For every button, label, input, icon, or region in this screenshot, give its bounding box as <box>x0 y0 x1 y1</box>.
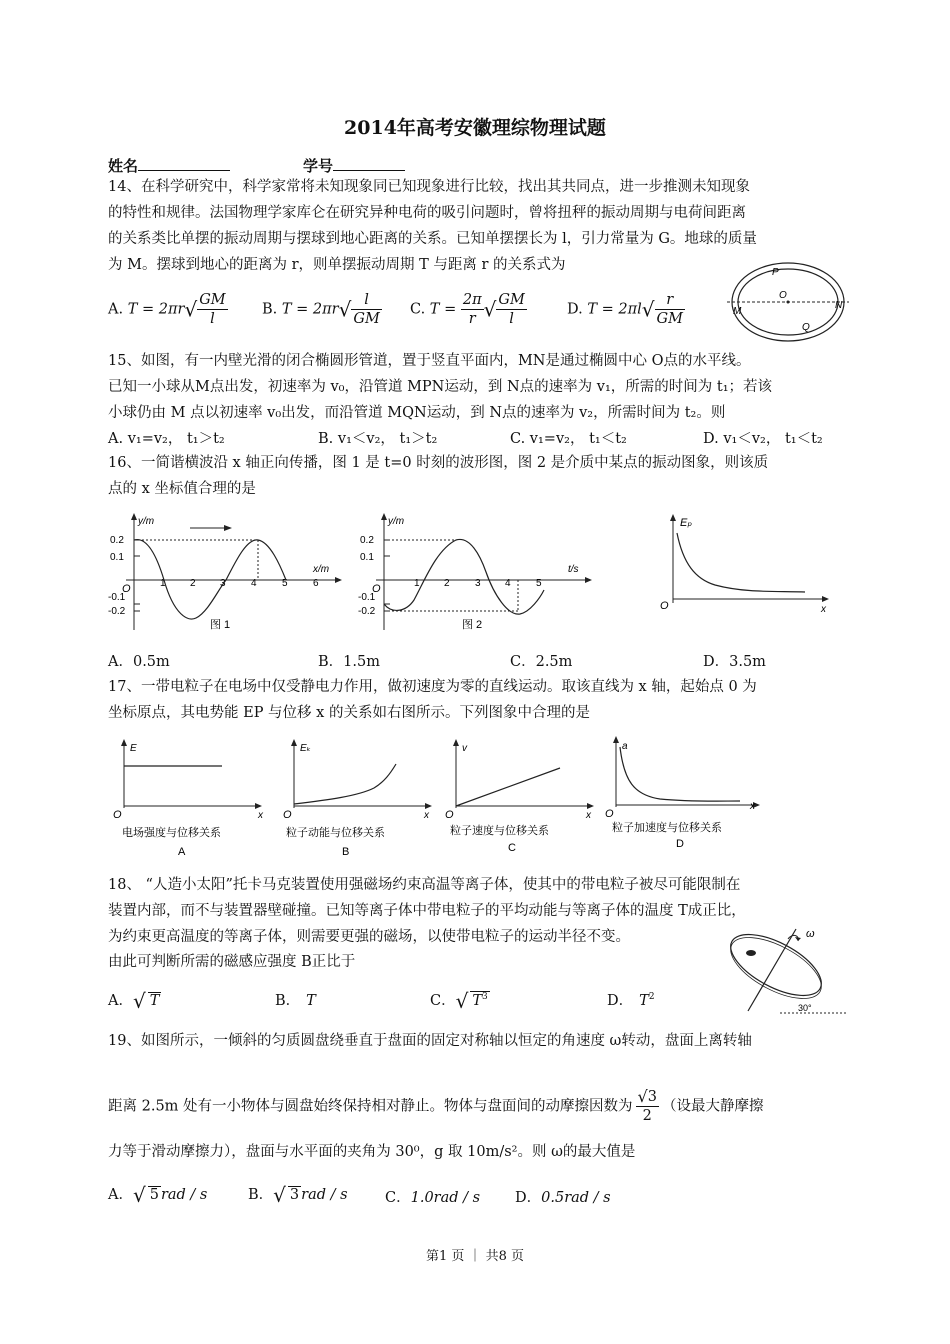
ellipse-label-o: O <box>779 290 787 301</box>
name-label: 姓名 <box>108 157 139 175</box>
id-field <box>303 155 405 176</box>
svg-text:30°: 30° <box>798 1003 812 1013</box>
q19-line: 距离 2.5m 处有一小物体与圆盘始终保持相对静止。物体与盘面间的动摩擦因数为 $\frac{√3}{2}$ （设最大静摩擦 <box>108 1087 764 1124</box>
svg-text:3: 3 <box>475 578 481 589</box>
q14-option-b: B. T = 2πr√ $\frac{l}{GM}$ <box>262 292 380 327</box>
svg-text:-0.1: -0.1 <box>108 592 126 603</box>
svg-text:D: D <box>676 838 684 850</box>
svg-text:ω: ω <box>806 928 815 940</box>
q18-line: 装置内部，而不与装置器壁碰撞。已知等离子体中带电粒子的平均动能与等离子体的温度 T成正比， <box>108 903 746 919</box>
svg-text:y/m: y/m <box>388 516 405 527</box>
svg-text:O: O <box>605 808 614 820</box>
svg-text:C: C <box>508 842 516 854</box>
q16-option-b: B．1.5m <box>318 654 380 670</box>
svg-text:a: a <box>622 741 628 752</box>
q15-option-b: B. v₁＜v₂， t₁＞t₂ <box>318 431 438 447</box>
svg-text:5: 5 <box>282 578 288 589</box>
svg-text:x/m: x/m <box>313 564 330 575</box>
q17-line: 17、一带电粒子在电场中仅受静电力作用，做初速度为零的直线运动。取该直线为 x 轴，起始点 0 为 <box>108 679 757 695</box>
svg-text:t/s: t/s <box>568 564 579 575</box>
figure-1-caption: 图 1 <box>210 619 231 631</box>
page-footer: 第1 页 ｜ 共8 页 <box>425 1249 525 1264</box>
q18-option-b: B． T <box>275 993 316 1009</box>
q18-line: 由此可判断所需的磁感应强度 B正比于 <box>108 954 356 970</box>
svg-text:粒子加速度与位移关系: 粒子加速度与位移关系 <box>612 822 722 834</box>
svg-text:3: 3 <box>220 578 226 589</box>
svg-text:A: A <box>178 846 186 858</box>
svg-text:x: x <box>586 810 591 821</box>
name-field <box>108 155 230 176</box>
q15-line: 小球仍由 M 点以初速率 v₀出发，而沿管道 MQN运动，到 N点的速率为 v₂，所需时间为 t₂。则 <box>108 405 726 421</box>
q16-option-c: C．2.5m <box>510 654 573 670</box>
q14-line: 为 M。摆球到地心的距离为 r，则单摆振动周期 T 与距离 r 的关系式为 <box>108 257 566 273</box>
graph-d <box>600 735 765 857</box>
svg-text:2: 2 <box>190 578 196 589</box>
tilted-disk-figure <box>718 925 850 1017</box>
wave-figure-1 <box>108 510 343 635</box>
q19-option-a: A．√ 5 rad / s <box>108 1183 208 1207</box>
svg-text:x: x <box>424 810 429 821</box>
svg-text:2: 2 <box>444 578 450 589</box>
q16-line: 点的 x 坐标值合理的是 <box>108 481 256 497</box>
svg-text:5: 5 <box>536 578 542 589</box>
q14-line: 的关系类比单摆的振动周期与摆球到地心距离的关系。已知单摆摆长为 l，引力常量为 G。地球的质量 <box>108 231 757 247</box>
q16-option-d: D．3.5m <box>703 654 766 670</box>
svg-text:-0.2: -0.2 <box>108 606 126 617</box>
q19-line: 19、如图所示，一倾斜的匀质圆盘绕垂直于盘面的固定对称轴以恒定的角速度 ω转动，盘面上离转轴 <box>108 1033 752 1049</box>
q19-option-c: C．1.0rad / s <box>385 1190 481 1206</box>
ellipse-label-m: M <box>733 306 742 317</box>
svg-text:O: O <box>445 809 454 821</box>
svg-text:1: 1 <box>414 578 420 589</box>
svg-text:y/m: y/m <box>138 516 155 527</box>
svg-text:x: x <box>821 604 826 613</box>
wave-figure-2 <box>358 510 593 635</box>
svg-text:x: x <box>258 810 263 821</box>
svg-text:0.2: 0.2 <box>110 535 124 546</box>
svg-text:B: B <box>342 846 350 858</box>
svg-text:O: O <box>372 583 381 595</box>
svg-text:Eₚ: Eₚ <box>680 517 693 529</box>
graph-c <box>440 738 600 860</box>
svg-text:x: x <box>750 801 755 812</box>
svg-text:O: O <box>283 809 292 821</box>
svg-text:4: 4 <box>505 578 511 589</box>
q15-option-a: A. v₁=v₂， t₁＞t₂ <box>108 431 225 447</box>
svg-text:粒子速度与位移关系: 粒子速度与位移关系 <box>450 825 549 837</box>
ep-x-graph <box>655 513 835 613</box>
svg-text:0.1: 0.1 <box>360 552 374 563</box>
q16-option-a: A．0.5m <box>108 654 170 670</box>
q19-option-d: D．0.5rad / s <box>515 1190 611 1206</box>
q18-line: 为约束更高温度的等离子体，则需要更强的磁场，以使带电粒子的运动半径不变。 <box>108 929 630 945</box>
svg-text:-0.2: -0.2 <box>358 606 376 617</box>
q18-option-a: A．√ T <box>108 989 160 1013</box>
svg-text:O: O <box>660 600 669 612</box>
svg-text:-0.1: -0.1 <box>358 592 376 603</box>
svg-text:Eₖ: Eₖ <box>300 743 311 754</box>
q19-option-b: B．√ 3 rad / s <box>248 1183 348 1207</box>
q16-line: 16、一简谐横波沿 x 轴正向传播，图 1 是 t=0 时刻的波形图，图 2 是介质中某点的振动图象，则该质 <box>108 455 769 471</box>
svg-text:0.1: 0.1 <box>110 552 124 563</box>
q15-option-d: D. v₁＜v₂， t₁＜t₂ <box>703 431 823 447</box>
svg-text:电场强度与位移关系: 电场强度与位移关系 <box>122 827 221 839</box>
id-label: 学号 <box>303 157 334 175</box>
ellipse-label-p: P <box>772 267 779 278</box>
svg-text:粒子动能与位移关系: 粒子动能与位移关系 <box>286 827 385 839</box>
elliptical-tube-figure <box>727 258 849 346</box>
q14-option-d: D. T = 2πl√ $\frac{r}{GM}$ <box>567 292 683 327</box>
q15-line: 15、如图，有一内壁光滑的闭合椭圆形管道，置于竖直平面内，MN是通过椭圆中心 O点的水平线。 <box>108 353 751 369</box>
q14-option-c: C. T = $\frac{2\pi}{r}$ √ $\frac{GM}{l}$ <box>410 292 525 327</box>
svg-text:v: v <box>462 743 467 754</box>
q18-option-c: C．√ $T^3$ <box>430 989 488 1013</box>
q14-line: 的特性和规律。法国物理学家库仑在研究异种电荷的吸引问题时，曾将扭秤的振动周期与电荷间距离 <box>108 205 746 221</box>
ellipse-label-n: N <box>835 300 843 311</box>
q17-line: 坐标原点，其电势能 EP 与位移 x 的关系如右图所示。下列图象中合理的是 <box>108 705 590 721</box>
q14-option-a: A. T = 2πr√ $\frac{GM}{l}$ <box>108 292 226 327</box>
q18-line: 18、 “人造小太阳”托卡马克装置使用强磁场约束高温等离子体，使其中的带电粒子被尽可能限制在 <box>108 877 741 893</box>
q15-option-c: C. v₁=v₂， t₁＜t₂ <box>510 431 627 447</box>
svg-text:6: 6 <box>313 578 319 589</box>
svg-text:1: 1 <box>160 578 166 589</box>
svg-text:4: 4 <box>251 578 257 589</box>
graph-a <box>108 738 268 860</box>
q15-line: 已知一小球从M点出发，初速率为 v₀，沿管道 MPN运动，到 N点的速率为 v₁，所需的时间为 t₁；若该 <box>108 379 773 395</box>
graph-b <box>278 738 438 860</box>
figure-2-caption: 图 2 <box>462 619 483 631</box>
svg-text:E: E <box>130 743 137 754</box>
svg-text:O: O <box>113 809 122 821</box>
ellipse-label-q: Q <box>802 322 810 333</box>
svg-text:0.2: 0.2 <box>360 535 374 546</box>
q14-line: 14、在科学研究中，科学家常将未知现象同已知现象进行比较，找出其共同点，进一步推测未知现象 <box>108 179 750 195</box>
page-title: 2014年高考安徽理综物理试题 <box>344 117 606 139</box>
q19-line: 力等于滑动摩擦力），盘面与水平面的夹角为 30⁰，g 取 10m/s²。则 ω的最大值是 <box>108 1144 636 1160</box>
q18-option-d: D． $T^2$ <box>607 992 655 1009</box>
svg-text:O: O <box>122 583 131 595</box>
